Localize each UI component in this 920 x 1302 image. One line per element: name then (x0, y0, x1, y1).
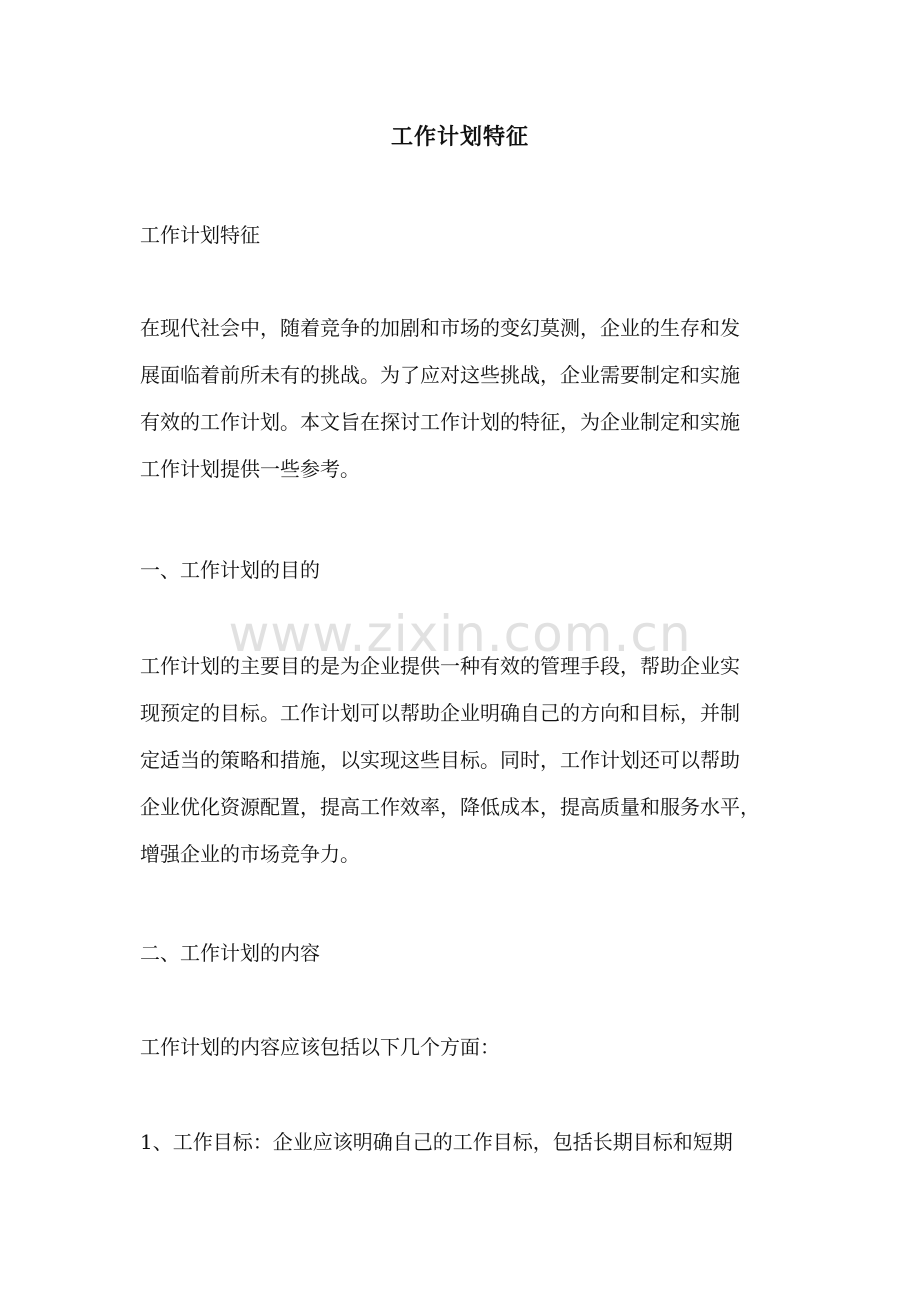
section1-heading (140, 547, 785, 594)
intro-paragraph (140, 305, 785, 493)
subtitle-text: 工作计划特征 (140, 223, 260, 247)
heading-text: 二、工作计划的内容 (140, 941, 320, 965)
paragraph-line: 1、工作目标：企业应该明确自己的工作目标，包括长期目标和短期 (140, 1130, 733, 1154)
paragraph-line: 有效的工作计划。本文旨在探讨工作计划的特征，为企业制定和实施 (140, 410, 740, 434)
list-item-1 (140, 1119, 785, 1166)
section1-paragraph (140, 643, 785, 878)
paragraph-line: 增强企业的市场竞争力。 (140, 842, 360, 866)
paragraph-line: 现预定的目标。工作计划可以帮助企业明确自己的方向和目标，并制 (140, 701, 740, 725)
paragraph-line: 工作计划提供一些参考。 (140, 457, 360, 481)
paragraph-line: 在现代社会中，随着竞争的加剧和市场的变幻莫测，企业的生存和发 (140, 316, 740, 340)
paragraph-line: 定适当的策略和措施，以实现这些目标。同时，工作计划还可以帮助 (140, 748, 740, 772)
section2-intro (140, 1024, 785, 1071)
paragraph-line: 企业优化资源配置，提高工作效率，降低成本，提高质量和服务水平， (140, 795, 760, 819)
document-title: 工作计划特征 (390, 124, 529, 150)
document-subtitle (140, 212, 785, 259)
watermark: www.zixin.com.cn (228, 605, 692, 663)
paragraph-line: 展面临着前所未有的挑战。为了应对这些挑战，企业需要制定和实施 (140, 363, 740, 387)
section2-heading (140, 930, 785, 977)
heading-text: 一、工作计划的目的 (140, 558, 320, 582)
paragraph-line: 工作计划的主要目的是为企业提供一种有效的管理手段，帮助企业实 (140, 654, 740, 678)
paragraph-line: 工作计划的内容应该包括以下几个方面： (140, 1035, 500, 1059)
